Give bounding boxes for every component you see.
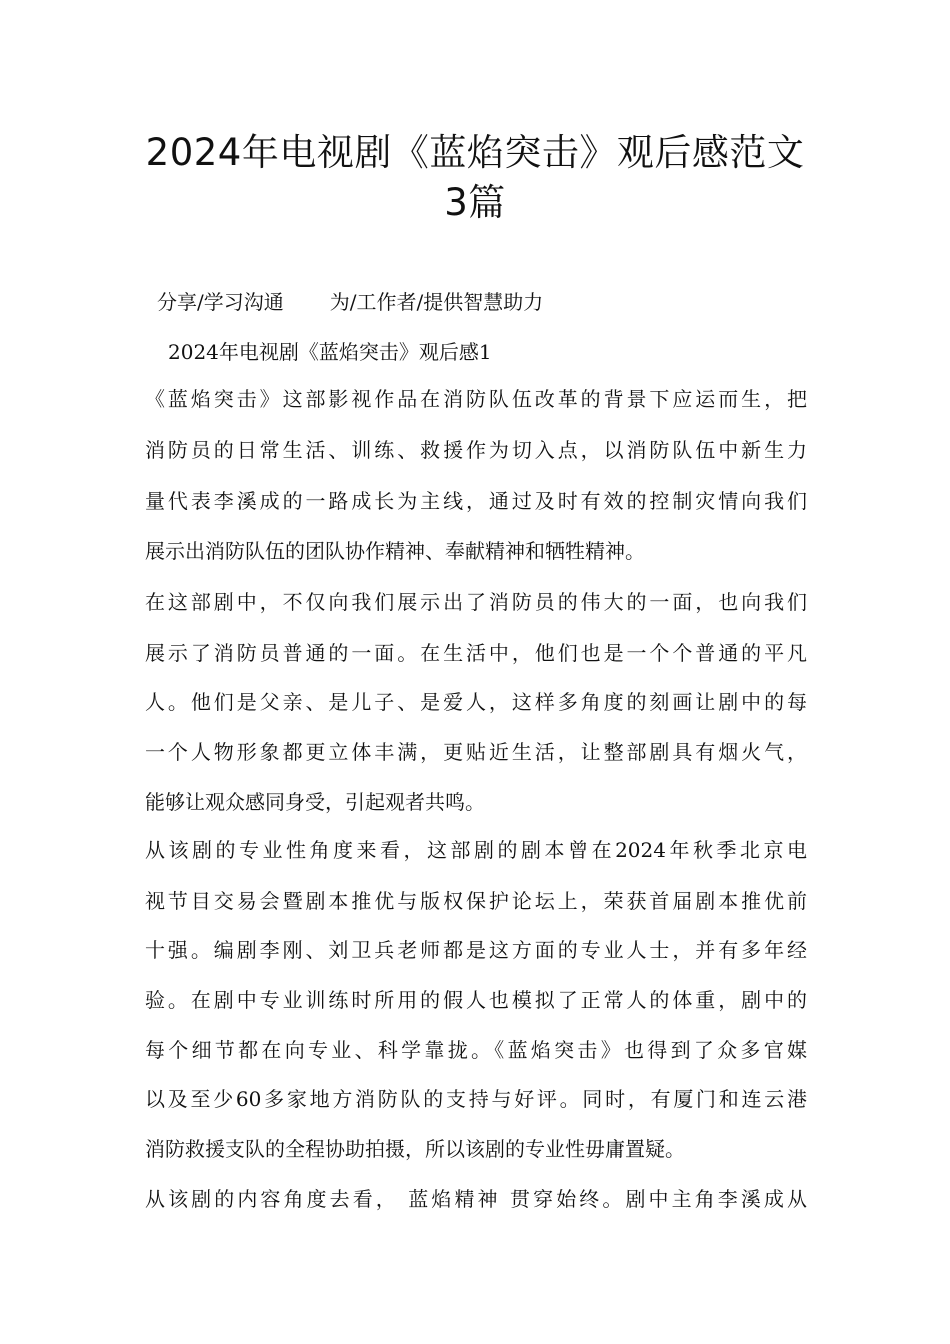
paragraph-2-line-5: 能够让观众感同身受，引起观者共鸣。 <box>145 790 485 814</box>
section-subtitle: 2024年电视剧《蓝焰突击》观后感1 <box>168 340 492 364</box>
paragraph-3-line-1: 从该剧的专业性角度来看，这部剧的剧本曾在2024年秋季北京电 <box>145 838 807 862</box>
paragraph-4-line-1: 从该剧的内容角度去看， 蓝焰精神 贯穿始终。剧中主角李溪成从 <box>145 1187 807 1211</box>
paragraph-3-line-3: 十强。编剧李刚、刘卫兵老师都是这方面的专业人士，并有多年经 <box>145 938 807 962</box>
paragraph-2-line-1: 在这部剧中，不仅向我们展示出了消防员的伟大的一面，也向我们 <box>145 590 807 614</box>
document-title-line1: 2024年电视剧《蓝焰突击》观后感范文 <box>145 131 805 174</box>
document-title-line2: 3篇 <box>444 181 506 224</box>
paragraph-3-line-4: 验。在剧中专业训练时所用的假人也模拟了正常人的体重，剧中的 <box>145 988 807 1012</box>
share-tagline-left: 分享/学习沟通 <box>157 290 284 314</box>
paragraph-3-line-6: 以及至少60多家地方消防队的支持与好评。同时，有厦门和连云港 <box>145 1087 807 1111</box>
paragraph-2-line-4: 一个人物形象都更立体丰满，更贴近生活，让整部剧具有烟火气， <box>145 740 807 764</box>
paragraph-2-line-2: 展示了消防员普通的一面。在生活中，他们也是一个个普通的平凡 <box>145 641 807 665</box>
paragraph-1-line-2: 消防员的日常生活、训练、救援作为切入点，以消防队伍中新生力 <box>145 438 807 462</box>
paragraph-3-line-2: 视节目交易会暨剧本推优与版权保护论坛上，荣获首届剧本推优前 <box>145 889 807 913</box>
paragraph-1-line-4: 展示出消防队伍的团队协作精神、奉献精神和牺牲精神。 <box>145 539 645 563</box>
share-tagline <box>157 289 543 315</box>
paragraph-1-line-1: 《蓝焰突击》这部影视作品在消防队伍改革的背景下应运而生，把 <box>145 387 807 411</box>
paragraph-3-line-5: 每个细节都在向专业、科学靠拢。《蓝焰突击》也得到了众多官媒 <box>145 1038 807 1062</box>
paragraph-1-line-3: 量代表李溪成的一路成长为主线，通过及时有效的控制灾情向我们 <box>145 489 807 513</box>
paragraph-2-line-3: 人。他们是父亲、是儿子、是爱人，这样多角度的刻画让剧中的每 <box>145 690 807 714</box>
paragraph-3-line-7: 消防救援支队的全程协助拍摄，所以该剧的专业性毋庸置疑。 <box>145 1137 685 1161</box>
share-tagline-right: 为/工作者/提供智慧助力 <box>329 290 544 314</box>
